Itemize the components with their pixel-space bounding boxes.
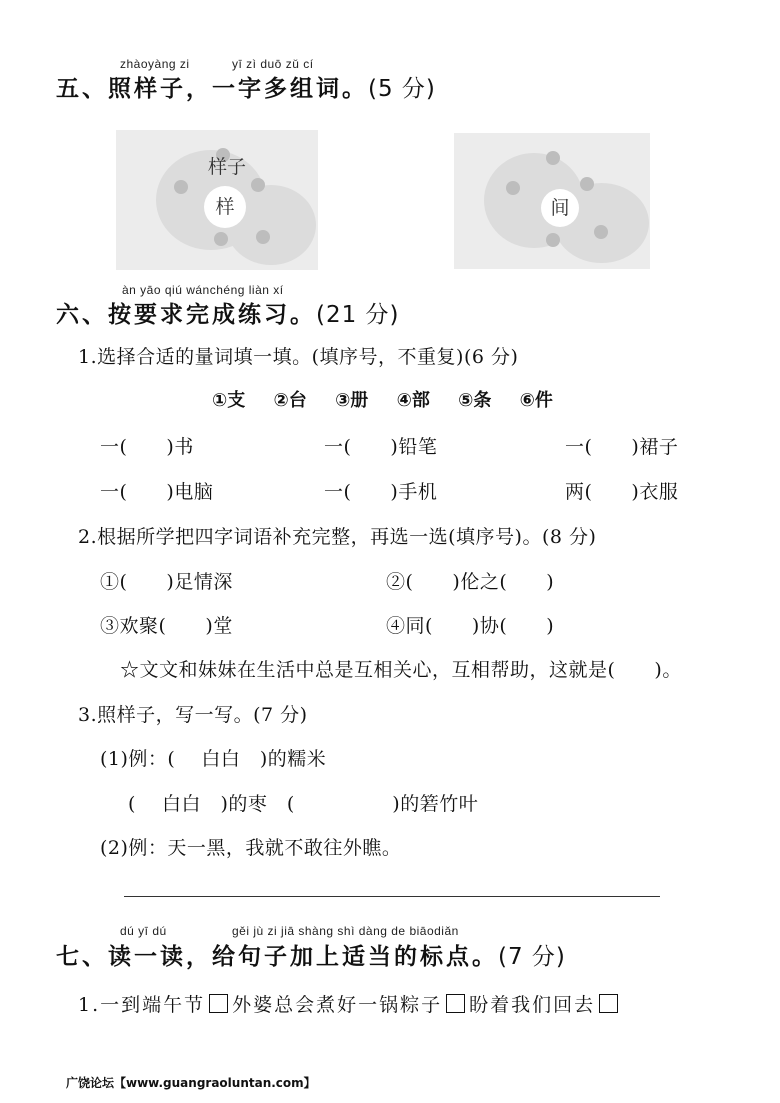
section6-pinyin: àn yāo qiú wánchéng liàn xí: [122, 283, 284, 297]
q1-blank-2[interactable]: 一( )铅笔: [324, 436, 438, 458]
q1-part-3: 盼着我们回去: [469, 994, 596, 1016]
q1-part-1: 1.一到端午节: [78, 994, 206, 1016]
q2-item-3[interactable]: ③欢聚( )堂: [100, 615, 233, 637]
section5-score: (5 分): [368, 76, 436, 102]
option-2: ②台: [273, 390, 307, 411]
q1-blank-3[interactable]: 一( )裙子: [565, 436, 679, 458]
q3-task-1[interactable]: ( 白白 )的枣 ( )的箬竹叶: [128, 793, 479, 815]
punctuation-box-3[interactable]: [599, 994, 618, 1013]
q2-item-2[interactable]: ②( )伦之( ): [386, 571, 555, 593]
q1-options: [212, 386, 575, 412]
q1-blank-1[interactable]: 一( )书: [100, 436, 194, 458]
section7-pinyin-b: gěi jù zi jiā shàng shì dàng de biāodiǎn: [232, 924, 459, 938]
q1-part-2: 外婆总会煮好一锅粽子: [232, 994, 443, 1016]
q2-item-1[interactable]: ①( )足情深: [100, 571, 233, 593]
section7-score: (7 分): [498, 944, 566, 970]
option-5: ⑤条: [458, 390, 492, 411]
answer-line[interactable]: [124, 896, 660, 897]
q3-prompt: 3.照样子，写一写。(7 分): [78, 704, 308, 726]
section6-title: 六、按要求完成练习。(21 分): [56, 302, 400, 328]
task-char: 间: [541, 189, 579, 227]
q1-blank-6[interactable]: 两( )衣服: [565, 481, 679, 503]
example-word-picture: [116, 130, 318, 270]
example-char: 样: [204, 186, 246, 228]
q3-example-2: (2)例：天一黑，我就不敢往外瞧。: [100, 837, 402, 859]
option-3: ③册: [335, 390, 369, 411]
footer-watermark: 广饶论坛【www.guangraoluntan.com】: [66, 1076, 316, 1090]
section5-pinyin-a: zhàoyàng zi: [120, 57, 190, 71]
section7-pinyin-a: dú yī dú: [120, 924, 167, 938]
q2-item-4[interactable]: ④同( )协( ): [386, 615, 555, 637]
section7-q1: [78, 990, 622, 1017]
option-6: ⑥件: [519, 390, 553, 411]
q1-prompt: 1.选择合适的量词填一填。(填序号，不重复)(6 分): [78, 346, 519, 368]
section5-pinyin-b: yī zì duō zǔ cí: [232, 57, 314, 71]
punctuation-box-2[interactable]: [446, 994, 465, 1013]
section7-title: 七、读一读，给句子加上适当的标点。(7 分): [56, 944, 566, 970]
q1-blank-5[interactable]: 一( )手机: [324, 481, 438, 503]
task-word-picture: [454, 133, 650, 269]
q2-prompt: 2.根据所学把四字词语补充完整，再选一选(填序号)。(8 分): [78, 526, 597, 548]
option-1: ①支: [212, 390, 246, 411]
q2-question[interactable]: ☆文文和妹妹在生活中总是互相关心，互相帮助，这就是( )。: [120, 659, 682, 681]
punctuation-box-1[interactable]: [209, 994, 228, 1013]
option-4: ④部: [396, 390, 430, 411]
section5-title: 五、照样子，一字多组词。(5 分): [56, 76, 436, 102]
example-word: 样子: [207, 156, 246, 178]
q1-blank-4[interactable]: 一( )电脑: [100, 481, 214, 503]
section6-score: (21 分): [316, 302, 400, 328]
q3-example-1: (1)例：( 白白 )的糯米: [100, 748, 327, 770]
